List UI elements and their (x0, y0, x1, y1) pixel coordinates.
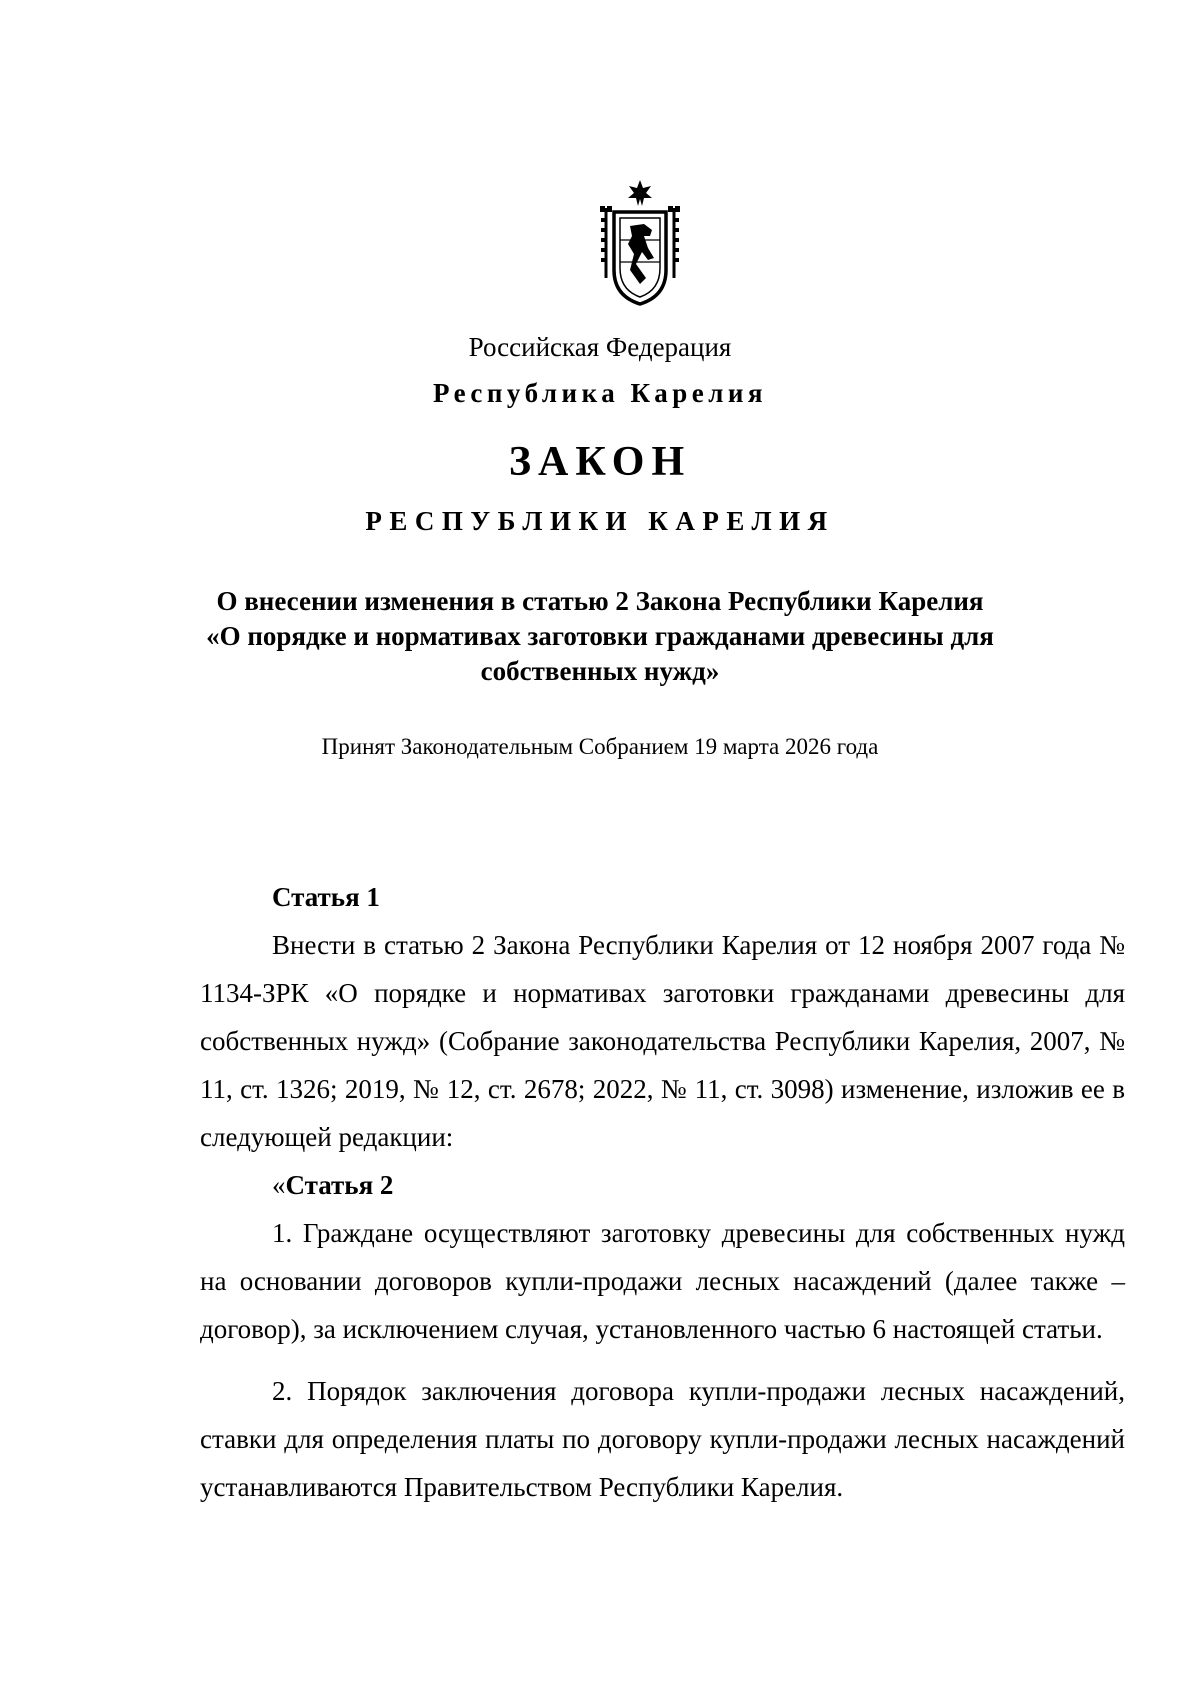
document-issuer: РЕСПУБЛИКИ КАРЕЛИЯ (365, 506, 835, 536)
article-1-text: Внести в статью 2 Закона Республики Карелия от 12 ноября 2007 года № 1134-ЗРК «О порядке и нормативах заготовки гражданами древесины для собственных нужд» (Собрание законодательства Республики Карелия, 2007, № 11, ст. 1326; 2019, № 12, ст. 2678; 2022, № 11, ст. 3098) изменение, изложив ее в следующей редакции: (200, 930, 1125, 1152)
article-2-heading-label: Статья 2 (285, 1170, 394, 1200)
country-name: Российская Федерация (468, 332, 732, 362)
opening-quote: « (272, 1170, 286, 1200)
law-title-line: О внесении изменения в статью 2 Закона Республики Карелия (216, 586, 984, 616)
adoption-note: Принят Законодательным Собранием 19 марта 2026 года (321, 734, 879, 759)
law-body (200, 873, 1125, 1511)
document-type-title: ЗАКОН (508, 439, 692, 485)
article-2-paragraph-1: 1. Граждане осуществляют заготовку древесины для собственных нужд на основании договоров купли-продажи лесных насаждений (далее также – договор), за исключением случая, установленного частью 6 настоящей статьи. (200, 1218, 1125, 1344)
article-1-heading: Статья 1 (272, 882, 380, 912)
article-2-paragraph-2: 2. Порядок заключения договора купли-продажи лесных насаждений, ставки для определения платы по договору купли-продажи лесных насаждений устанавливаются Правительством Республики Карелия. (200, 1376, 1125, 1502)
law-title (200, 584, 1000, 689)
law-title-line: «О порядке и нормативах заготовки гражданами древесины для (206, 621, 994, 651)
republic-name: Республика Карелия (432, 378, 768, 408)
article-2-heading (200, 1161, 1125, 1209)
karelia-coat-of-arms-icon (596, 178, 684, 308)
law-title-line: собственных нужд» (480, 656, 720, 686)
